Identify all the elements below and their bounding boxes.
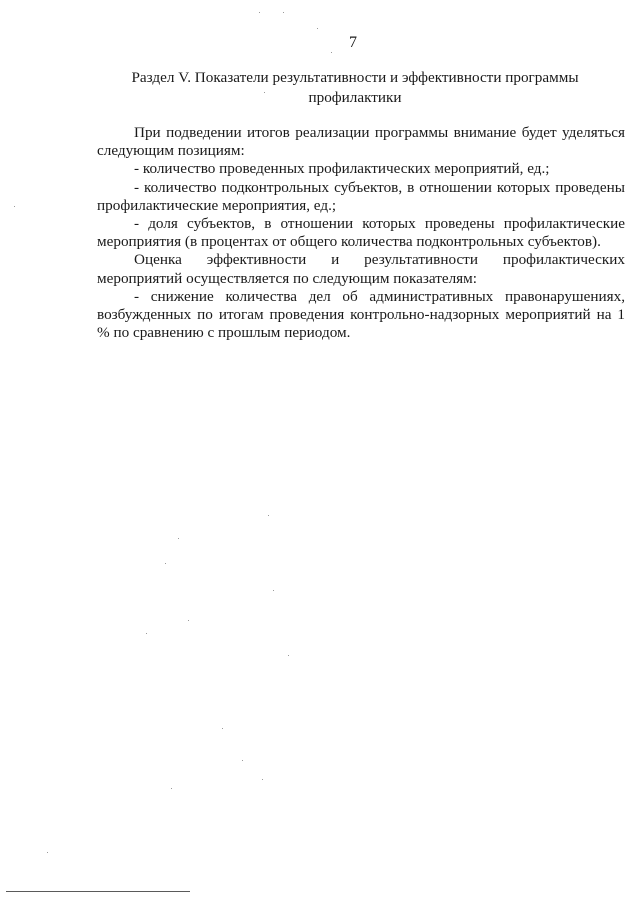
scan-speck xyxy=(259,12,260,13)
paragraph-indicator: - снижение количества дел об административных правонарушениях, возбужденных по итогам проведения контрольно-надзорных мероприятий на 1 % по сравнению с прошлым периодом. xyxy=(97,287,625,342)
scan-speck xyxy=(283,12,284,13)
scan-speck xyxy=(146,633,147,634)
body-text xyxy=(97,124,625,342)
paragraph-item-1: - количество проведенных профилактических мероприятий, ед.; xyxy=(134,160,550,178)
scan-speck xyxy=(331,52,332,53)
scan-speck xyxy=(262,779,263,780)
scan-speck xyxy=(14,206,15,207)
section-heading: Раздел V. Показатели результативности и эффективности программы профилактики xyxy=(131,69,579,106)
scan-speck xyxy=(47,852,48,853)
scan-speck xyxy=(242,760,243,761)
scan-speck xyxy=(171,788,172,789)
scan-speck xyxy=(188,620,189,621)
scan-speck xyxy=(178,538,179,539)
paragraph-item-3: - доля субъектов, в отношении которых проведены профилактические мероприятия (в процентах от общего количества подконтрольных субъектов). xyxy=(97,215,625,251)
scan-speck xyxy=(264,92,265,93)
scan-speck xyxy=(165,563,166,564)
scan-speck xyxy=(317,28,318,29)
paragraph-item-2: - количество подконтрольных субъектов, в отношении которых проведены профилактические мероприятия, ед.; xyxy=(97,178,625,214)
page-number: 7 xyxy=(349,34,357,51)
paragraph-evaluation: Оценка эффективности и результативности профилактических мероприятий осуществляется по следующим показателям: xyxy=(97,251,625,287)
scan-speck xyxy=(222,728,223,729)
scan-speck xyxy=(288,655,289,656)
bottom-edge-line xyxy=(6,891,190,892)
scan-speck xyxy=(268,515,269,516)
scan-speck xyxy=(273,590,274,591)
paragraph-intro: При подведении итогов реализации программы внимание будет уделяться следующим позициям: xyxy=(97,124,625,160)
